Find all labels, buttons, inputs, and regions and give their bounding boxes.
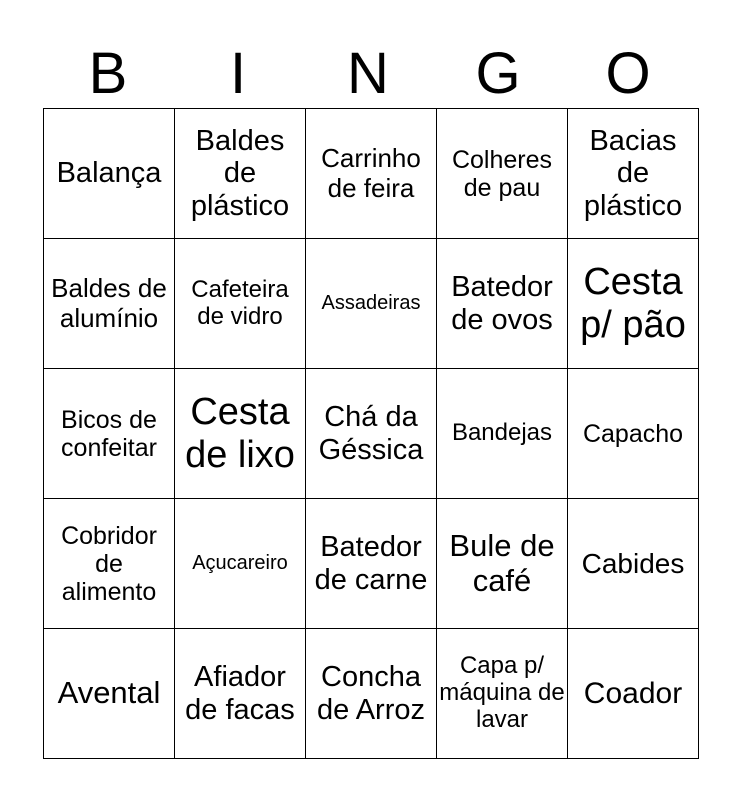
bingo-cell xyxy=(306,369,437,499)
cell-text: Cesta de lixo xyxy=(185,390,295,476)
cell-text: Cobridor de alimento xyxy=(61,521,157,606)
bingo-cell xyxy=(44,629,175,759)
bingo-cell xyxy=(437,239,568,369)
cell-text: Capacho xyxy=(582,419,684,448)
bingo-cell xyxy=(44,369,175,499)
cell-text: Capa p/ máquina de lavar xyxy=(439,652,565,733)
cell-text: Baldes de alumínio xyxy=(51,273,167,333)
cell-text: Batedor de carne xyxy=(314,531,428,596)
header-letter-n: N xyxy=(347,41,389,106)
cell-text: Assadeiras xyxy=(321,292,421,315)
bingo-cell xyxy=(437,629,568,759)
cell-text: Batedor de ovos xyxy=(451,271,553,336)
header-letter-g: G xyxy=(475,41,521,106)
bingo-cell xyxy=(568,629,699,759)
bingo-cell xyxy=(306,499,437,629)
bingo-cell xyxy=(175,369,306,499)
bingo-cell xyxy=(568,499,699,629)
bingo-cell xyxy=(175,629,306,759)
cell-text: Bandejas xyxy=(451,419,553,447)
bingo-cell xyxy=(568,239,699,369)
cell-text: Avental xyxy=(57,675,161,711)
grid-row xyxy=(44,109,699,239)
cell-text: Baldes de plástico xyxy=(190,124,290,222)
header-letter-i: I xyxy=(229,41,247,106)
bingo-cell xyxy=(306,109,437,239)
cell-text: Cesta p/ pão xyxy=(580,260,686,346)
cell-text: Coador xyxy=(583,676,683,710)
cell-text: Concha de Arroz xyxy=(317,661,425,726)
cell-text: Cafeteira de vidro xyxy=(191,275,289,330)
grid-row xyxy=(44,499,699,629)
bingo-cell xyxy=(44,499,175,629)
grid-row xyxy=(44,239,699,369)
bingo-grid xyxy=(43,108,699,759)
bingo-cell xyxy=(175,239,306,369)
bingo-cell xyxy=(568,109,699,239)
cell-text: Balança xyxy=(56,157,162,190)
cell-text: Afiador de facas xyxy=(185,661,295,726)
bingo-cell xyxy=(437,499,568,629)
bingo-cell xyxy=(568,369,699,499)
header-letter-o: O xyxy=(605,41,651,106)
cell-text: Colheres de pau xyxy=(451,145,553,202)
bingo-cell xyxy=(44,239,175,369)
cell-text: Chá da Géssica xyxy=(318,401,424,466)
bingo-cell xyxy=(437,109,568,239)
cell-text: Açucareiro xyxy=(192,552,288,575)
grid-row xyxy=(44,629,699,759)
cell-text: Bicos de confeitar xyxy=(61,405,157,462)
bingo-cell xyxy=(175,499,306,629)
cell-text: Cabides xyxy=(581,547,685,579)
bingo-cell xyxy=(306,629,437,759)
bingo-cell xyxy=(44,109,175,239)
bingo-cell xyxy=(175,109,306,239)
cell-text: Bule de café xyxy=(449,527,555,598)
grid-row xyxy=(44,369,699,499)
bingo-cell xyxy=(437,369,568,499)
header-letter-b: B xyxy=(88,41,128,106)
bingo-header xyxy=(43,40,693,108)
cell-text: Carrinho de feira xyxy=(321,143,421,203)
cell-text: Bacias de plástico xyxy=(583,124,683,222)
bingo-cell xyxy=(306,239,437,369)
